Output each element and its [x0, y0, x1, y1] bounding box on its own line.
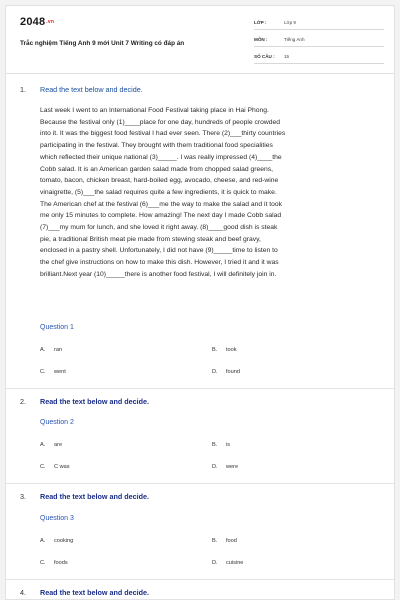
document-title: Trắc nghiệm Tiếng Anh 9 mới Unit 7 Writing có đáp án — [20, 40, 185, 47]
meta-count-row — [254, 47, 384, 64]
option-a[interactable]: A. cooking — [40, 538, 74, 544]
question-instruction: Read the text below and decide. — [40, 588, 150, 597]
question-number: 1. — [20, 85, 26, 94]
passage-line: The American chef at the festival (6)___me the way to make the salad and it took — [40, 200, 283, 208]
passage-line: Cobb salad. It is an American garden salad made from chopped salad greens, — [40, 165, 274, 173]
passage-line: Because the festival only (1)____place for one day, hundreds of people crowded — [40, 118, 281, 126]
passage-line: me only 15 minutes to complete. How amazing! The next day I made Cobb salad — [40, 212, 282, 220]
question-divider — [6, 483, 395, 484]
meta-subject-value: Tiếng Anh — [284, 37, 305, 42]
meta-subject-row — [254, 30, 384, 47]
option-b[interactable]: B. food — [212, 538, 237, 544]
question-number: 2. — [20, 397, 26, 406]
option-c[interactable]: C. foods — [40, 560, 68, 566]
meta-subject-label: MÔN : — [254, 37, 268, 42]
passage-line: vinaigrette, (5)___the salad requires quite a few ingredients, it is quick to make. — [40, 188, 277, 196]
option-d[interactable]: D. were — [212, 464, 239, 470]
meta-grade-label: LỚP : — [254, 20, 267, 25]
option-a[interactable]: A. ran — [40, 347, 63, 353]
worksheet-page — [5, 5, 395, 600]
passage-line: the chef give instructions on how to make this dish. However, I tried it and it was — [40, 259, 279, 267]
option-d[interactable]: D. cuisine — [212, 560, 244, 566]
option-b[interactable]: B. is — [212, 442, 231, 448]
passage-line: (7)___my mum for lunch, and she loved it right away. (8)____good dish is steak — [40, 224, 278, 232]
question-1-label: Question 1 — [40, 324, 74, 331]
question-divider — [6, 388, 395, 389]
option-c[interactable]: C. C was — [40, 464, 70, 470]
question-4-heading — [20, 588, 150, 597]
option-d[interactable]: D. found — [212, 369, 240, 375]
question-1-heading — [20, 85, 143, 94]
header-divider — [6, 73, 395, 74]
question-3-label: Question 3 — [40, 515, 74, 522]
option-a[interactable]: A. are — [40, 442, 63, 448]
page-header — [6, 6, 395, 78]
question-instruction: Read the text below and decide. — [40, 492, 150, 501]
question-divider — [6, 579, 395, 580]
question-instruction: Read the text below and decide. — [40, 85, 143, 94]
site-logo[interactable]: 2048.vn — [20, 16, 55, 28]
passage-line: brilliant.Next year (10)_____there is another food festival, I will definitely join in. — [40, 270, 277, 278]
question-number: 4. — [20, 588, 26, 597]
passage-line: enclosed in a pastry shell. Unfortunately, I did not have (9)_____time to listen to — [40, 247, 278, 255]
option-c[interactable]: C. went — [40, 369, 66, 375]
reading-passage — [40, 105, 386, 281]
passage-line: tomato, bacon, chicken breast, hard-boiled egg, avocado, cheese, and red-wine — [40, 177, 279, 185]
passage-line: Last week I went to an International Food Festival taking place in Hai Phong. — [40, 107, 269, 114]
passage-line: into it. It was the biggest food festival I had ever seen. There (2)___thirty countries — [40, 130, 286, 138]
meta-grade-value: Lớp 9 — [284, 20, 296, 25]
question-instruction: Read the text below and decide. — [40, 397, 150, 406]
question-2-heading — [20, 397, 150, 406]
passage-line: which reflected their unique national (3)_____. I was really impressed (4)____the — [40, 153, 282, 161]
passage-line: pie, a traditional British meat pie made from stewing steak and beef gravy, — [40, 235, 261, 243]
meta-count-value: 15 — [284, 54, 290, 59]
passage-line: participating in the festival. They brought with them traditional food specialities — [40, 142, 273, 150]
question-2-label: Question 2 — [40, 419, 74, 426]
question-3-heading — [20, 492, 150, 501]
meta-grade-row — [254, 13, 384, 30]
meta-count-label: SỐ CÂU : — [254, 54, 275, 59]
option-b[interactable]: B. took — [212, 347, 237, 353]
question-number: 3. — [20, 492, 26, 501]
